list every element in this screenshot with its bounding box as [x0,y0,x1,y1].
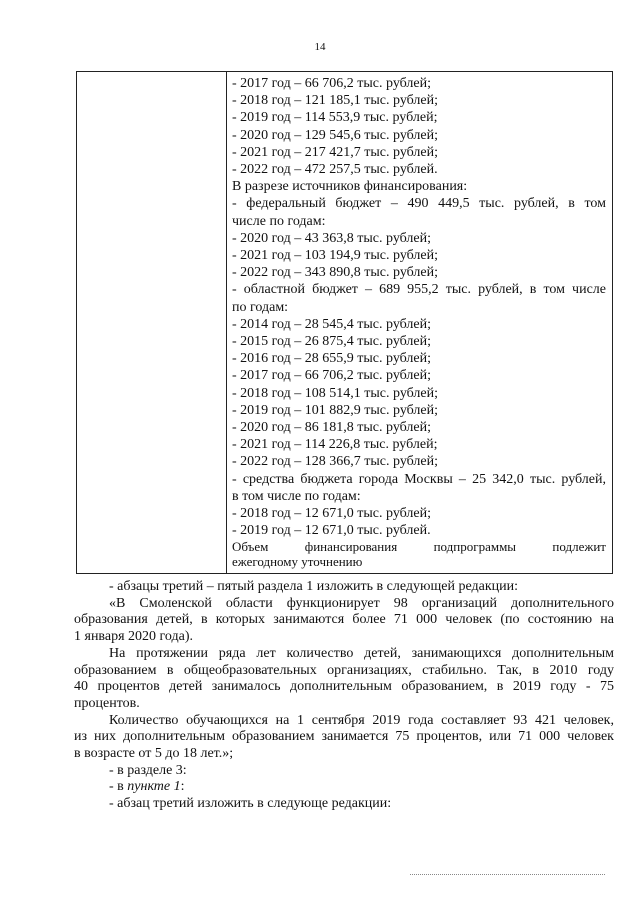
paragraph-line: образования детей, в которых занимаются более 71 000 человек (по состоянию на [74,612,614,628]
italic-fragment: пункте 1 [127,779,181,795]
paragraph [74,579,614,596]
table-line: - 2019 год – 114 553,9 тыс. рублей; [232,110,438,126]
financing-table [76,71,613,574]
table-line: - 2018 год – 108 514,1 тыс. рублей; [232,385,439,401]
table-line: - 2021 год – 114 226,8 тыс. рублей; [232,437,438,453]
table-line: - средства бюджета города Москвы – 25 342,0 тыс. рублей, [232,471,606,487]
table-line: - 2017 год – 66 706,2 тыс. рублей; [232,76,432,91]
table-line: - 2018 год – 121 185,1 тыс. рублей; [232,93,439,109]
table-line: - 2022 год – 343 890,8 тыс. рублей; [232,265,439,281]
table-line: по годам: [232,299,289,315]
footer-dotted-rule [410,874,605,875]
table-line: - 2021 год – 103 194,9 тыс. рублей; [232,248,439,264]
table-line: - 2022 год – 472 257,5 тыс. рублей. [232,162,438,178]
paragraph [74,763,614,780]
paragraph [74,596,614,646]
table-note-line-1: Объем финансирования подпрограммы подлежит [232,539,606,555]
table-note-line-2: ежегодному уточнению [232,554,363,570]
table-line: - 2017 год – 66 706,2 тыс. рублей; [232,368,432,384]
table-line: - 2020 год – 129 545,6 тыс. рублей; [232,127,439,143]
paragraph-line: образованием в общеобразовательных организациях, стабильно. Так, в 2010 году [74,662,614,678]
table-line: - 2021 год – 217 421,7 тыс. рублей; [232,144,439,160]
paragraph-line: 40 процентов детей занималось дополнительным образованием, в 2019 году - 75 [74,679,614,695]
financing-lines [232,75,606,539]
paragraph-line: На протяжении ряда лет количество детей, занимающихся дополнительным [109,645,614,661]
paragraph-line: из них дополнительным образованием занимается 75 процентов, или 71 000 человек [74,729,614,745]
table-line: - 2014 год – 28 545,4 тыс. рублей; [232,316,432,332]
paragraph-line: - абзац третий изложить в следующе редакции: [109,796,392,812]
table-line: - 2016 год – 28 655,9 тыс. рублей; [232,351,432,367]
body-text [74,579,614,813]
table-row [77,72,613,574]
paragraph-line: - в разделе 3: [109,762,187,778]
table-line: - областной бюджет – 689 955,2 тыс. рублей, в том числе [232,282,606,298]
table-line: - 2019 год – 101 882,9 тыс. рублей; [232,402,439,418]
paragraph-line: 1 января 2020 года). [74,629,193,645]
paragraph [74,779,614,796]
paragraph [74,646,614,713]
table-line: В разрезе источников финансирования: [232,179,468,195]
paragraph-line: Количество обучающихся на 1 сентября 2019 года составляет 93 421 человек, [109,712,614,728]
page-number: 14 [314,41,326,53]
table-right-cell [227,72,613,574]
paragraph-line: - абзацы третий – пятый раздела 1 изложить в следующей редакции: [109,579,518,594]
paragraph-line: процентов. [74,695,140,711]
table-line: - федеральный бюджет – 490 449,5 тыс. рублей, в том [232,196,606,212]
table-line: - 2020 год – 43 363,8 тыс. рублей; [232,230,432,246]
table-line: числе по годам: [232,213,326,229]
paragraph [74,713,614,763]
paragraph-line: «В Смоленской области функционирует 98 организаций дополнительного [109,595,614,611]
table-line: в том числе по годам: [232,488,361,504]
paragraph-line: - в пункте 1: [109,779,185,795]
table-left-cell [77,72,227,574]
paragraph-line: в возрасте от 5 до 18 лет.»; [74,746,234,762]
paragraph [74,796,614,813]
table-line: - 2019 год – 12 671,0 тыс. рублей. [232,523,431,539]
table-line: - 2022 год – 128 366,7 тыс. рублей; [232,454,439,470]
table-line: - 2018 год – 12 671,0 тыс. рублей; [232,506,432,522]
table-line: - 2015 год – 26 875,4 тыс. рублей; [232,334,432,350]
table-line: - 2020 год – 86 181,8 тыс. рублей; [232,420,432,436]
